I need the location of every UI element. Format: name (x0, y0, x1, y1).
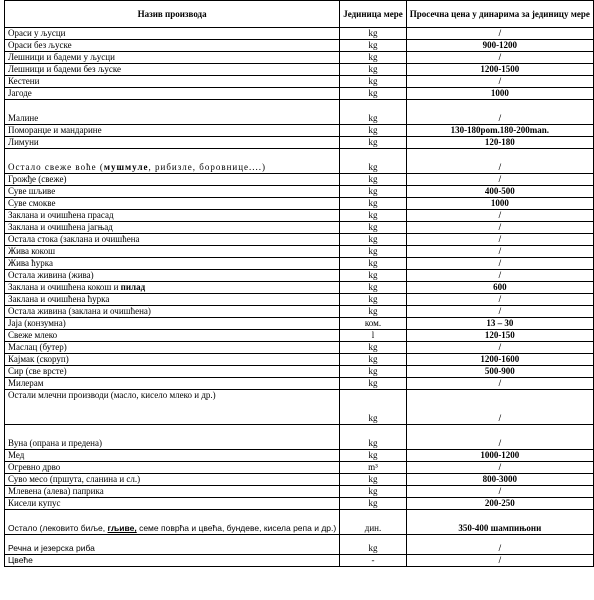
price: 13 – 30 (406, 318, 593, 330)
unit: kg (340, 258, 407, 270)
product-name (5, 149, 340, 174)
product-name: Остала живина (жива) (5, 270, 340, 282)
price: / (406, 149, 593, 174)
product-name: Остала живина (заклана и очишћена) (5, 306, 340, 318)
price: / (406, 222, 593, 234)
product-name: Свеже млеко (5, 330, 340, 342)
table-row (5, 294, 594, 306)
unit: kg (340, 186, 407, 198)
table-row (5, 149, 594, 174)
table-row (5, 258, 594, 270)
unit: kg (340, 88, 407, 100)
price: 130-180pom.180-200man. (406, 125, 593, 137)
product-name: Жива кокош (5, 246, 340, 258)
price: 500-900 (406, 366, 593, 378)
product-name-bold: гљиве, (107, 523, 137, 533)
product-name-part: семе поврћа и цвећа, бундеве, кисела репа и др.) (136, 523, 337, 533)
price: / (406, 535, 593, 555)
price: / (406, 234, 593, 246)
unit: kg (340, 125, 407, 137)
unit: kg (340, 342, 407, 354)
unit: kg (340, 28, 407, 40)
product-name: Лешници и бадеми без љуске (5, 64, 340, 76)
table-row (5, 306, 594, 318)
table-row (5, 270, 594, 282)
table-row (5, 52, 594, 64)
unit: - (340, 555, 407, 567)
product-name: Цвеће (5, 555, 340, 567)
unit: kg (340, 450, 407, 462)
price: / (406, 486, 593, 498)
product-name: Ораси у љусци (5, 28, 340, 40)
price: 350-400 шампињони (406, 510, 593, 535)
unit: kg (340, 354, 407, 366)
product-name: Грожђе (свеже) (5, 174, 340, 186)
price: / (406, 555, 593, 567)
table-row (5, 366, 594, 378)
product-name-bold: мушмуле (103, 162, 149, 172)
price: / (406, 390, 593, 425)
unit: kg (340, 270, 407, 282)
product-name: Малине (5, 100, 340, 125)
unit: kg (340, 64, 407, 76)
price: / (406, 462, 593, 474)
unit: kg (340, 498, 407, 510)
unit: kg (340, 390, 407, 425)
product-name: Маслац (бутер) (5, 342, 340, 354)
price: / (406, 210, 593, 222)
header-row (5, 1, 594, 28)
table-row (5, 474, 594, 486)
price: / (406, 246, 593, 258)
product-name: Поморанџе и мандарине (5, 125, 340, 137)
unit: kg (340, 425, 407, 450)
product-name: Речна и језерска риба (5, 535, 340, 555)
table-row (5, 318, 594, 330)
price: / (406, 378, 593, 390)
price: / (406, 258, 593, 270)
table-row (5, 88, 594, 100)
price: 120-180 (406, 137, 593, 149)
table-row (5, 186, 594, 198)
price: 900-1200 (406, 40, 593, 52)
table-row (5, 174, 594, 186)
unit: kg (340, 210, 407, 222)
product-name: Млевена (алева) паприка (5, 486, 340, 498)
product-name: Јаја (конзумна) (5, 318, 340, 330)
unit: kg (340, 174, 407, 186)
product-name: Јагоде (5, 88, 340, 100)
price: / (406, 76, 593, 88)
table-row (5, 425, 594, 450)
unit: ком. (340, 318, 407, 330)
table-row (5, 198, 594, 210)
table-row (5, 234, 594, 246)
product-name: Остали млечни производи (масло, кисело млеко и др.) (5, 390, 340, 425)
product-name: Заклана и очишћена прасад (5, 210, 340, 222)
unit: kg (340, 535, 407, 555)
table-row (5, 246, 594, 258)
price: 1000 (406, 88, 593, 100)
price: 800-3000 (406, 474, 593, 486)
unit: kg (340, 378, 407, 390)
product-name: Жива ћурка (5, 258, 340, 270)
table-row (5, 354, 594, 366)
product-name: Кестени (5, 76, 340, 88)
table-row (5, 282, 594, 294)
product-name: Кајмак (скоруп) (5, 354, 340, 366)
unit: kg (340, 246, 407, 258)
unit: l (340, 330, 407, 342)
table-row (5, 390, 594, 425)
table-row (5, 100, 594, 125)
price: / (406, 174, 593, 186)
unit: kg (340, 137, 407, 149)
price: / (406, 342, 593, 354)
price: / (406, 100, 593, 125)
unit: m³ (340, 462, 407, 474)
table-row (5, 137, 594, 149)
product-name-part: Остало (лековито биље, (8, 523, 108, 533)
price: 1200-1600 (406, 354, 593, 366)
unit: kg (340, 222, 407, 234)
price: 400-500 (406, 186, 593, 198)
unit: kg (340, 76, 407, 88)
product-name: Остала стока (заклана и очишћена (5, 234, 340, 246)
price: / (406, 294, 593, 306)
product-name: Кисели купус (5, 498, 340, 510)
product-name: Вуна (опрана и предена) (5, 425, 340, 450)
table-row (5, 64, 594, 76)
unit: kg (340, 198, 407, 210)
product-name-part: Остало свеже воће ( (8, 162, 104, 172)
price-table (4, 0, 594, 567)
table-row (5, 378, 594, 390)
product-name: Ораси без љуске (5, 40, 340, 52)
product-name: Лимуни (5, 137, 340, 149)
product-name-part: Заклана и очишћена кокош и (8, 282, 121, 292)
table-row (5, 510, 594, 535)
unit: kg (340, 40, 407, 52)
table-row (5, 535, 594, 555)
price: 1000-1200 (406, 450, 593, 462)
unit: kg (340, 282, 407, 294)
product-name: Огревно дрво (5, 462, 340, 474)
header-unit: Јединица мере (340, 1, 407, 28)
product-name: Лешници и бадеми у љусци (5, 52, 340, 64)
unit: kg (340, 149, 407, 174)
price: 120-150 (406, 330, 593, 342)
table-row (5, 125, 594, 137)
unit: kg (340, 100, 407, 125)
price: / (406, 28, 593, 40)
product-name-bold: пилад (120, 282, 146, 292)
table-row (5, 498, 594, 510)
unit: kg (340, 366, 407, 378)
table-row (5, 462, 594, 474)
unit: дин. (340, 510, 407, 535)
table-row (5, 210, 594, 222)
unit: kg (340, 486, 407, 498)
product-name: Сир (све врсте) (5, 366, 340, 378)
unit: kg (340, 52, 407, 64)
price: 1000 (406, 198, 593, 210)
price: / (406, 52, 593, 64)
table-row (5, 555, 594, 567)
price: 600 (406, 282, 593, 294)
product-name: Заклана и очишћена јагњад (5, 222, 340, 234)
table-row (5, 450, 594, 462)
price: 200-250 (406, 498, 593, 510)
price: / (406, 425, 593, 450)
product-name: Заклана и очишћена ћурка (5, 294, 340, 306)
unit: kg (340, 294, 407, 306)
table-row (5, 76, 594, 88)
product-name: Мед (5, 450, 340, 462)
table-row (5, 330, 594, 342)
product-name-part: , рибизле, боровнице....) (148, 162, 267, 172)
product-name (5, 282, 340, 294)
table-row (5, 40, 594, 52)
price: 1200-1500 (406, 64, 593, 76)
table-row (5, 342, 594, 354)
product-name: Суве шљиве (5, 186, 340, 198)
header-name: Назив производа (5, 1, 340, 28)
unit: kg (340, 234, 407, 246)
header-price: Просечна цена у динарима за јединицу мере (406, 1, 593, 28)
product-name: Суве смокве (5, 198, 340, 210)
unit: kg (340, 474, 407, 486)
price: / (406, 270, 593, 282)
table-row (5, 222, 594, 234)
price: / (406, 306, 593, 318)
product-name: Милерам (5, 378, 340, 390)
product-name (5, 510, 340, 535)
product-name: Суво месо (пршута, сланина и сл.) (5, 474, 340, 486)
table-row (5, 486, 594, 498)
unit: kg (340, 306, 407, 318)
table-row (5, 28, 594, 40)
